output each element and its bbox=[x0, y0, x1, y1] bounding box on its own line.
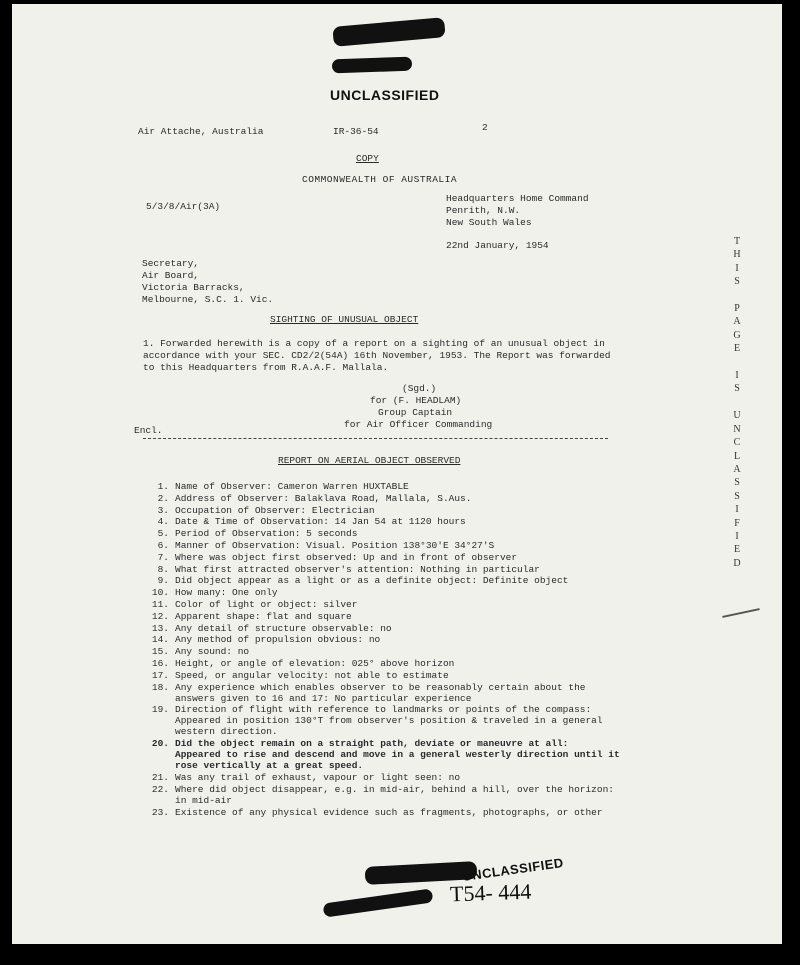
item-number: 13. bbox=[151, 622, 169, 634]
item-text: Height, or angle of elevation: 025° above horizon bbox=[175, 658, 455, 669]
report-item bbox=[143, 528, 357, 539]
margin-letter bbox=[730, 356, 744, 369]
item-number: 10. bbox=[151, 587, 169, 599]
report-item bbox=[143, 658, 454, 669]
item-text: Speed, or angular velocity: not able to estimate bbox=[175, 669, 449, 681]
item-text: Address of Observer: Balaklava Road, Mallala, S.Aus. bbox=[175, 492, 472, 504]
item-text: How many: One only bbox=[175, 587, 278, 599]
item-text: Did the object remain on a straight path, deviate or maneuvre at all: bbox=[175, 738, 569, 750]
report-item bbox=[143, 623, 392, 634]
report-item bbox=[143, 738, 620, 771]
margin-letter: E bbox=[733, 544, 741, 556]
item-number: 22. bbox=[151, 783, 169, 795]
item-number: 14. bbox=[151, 634, 169, 646]
item-number: 8. bbox=[157, 563, 169, 575]
item-text: Name of Observer: Cameron Warren HUXTABLE bbox=[175, 481, 409, 492]
report-item bbox=[143, 704, 603, 737]
origin-heading: COMMONWEALTH OF AUSTRALIA bbox=[302, 174, 458, 185]
page-number: 2 bbox=[482, 122, 488, 133]
report-item bbox=[143, 540, 494, 551]
item-text: Direction of flight with reference to landmarks or points of the compass: bbox=[175, 704, 592, 716]
item-number: 9. bbox=[157, 575, 169, 587]
address-line-1: Headquarters Home Command bbox=[446, 193, 589, 204]
margin-letter: A bbox=[733, 316, 741, 328]
item-text: Where did object disappear, e.g. in mid-air, behind a hill, over the horizon: bbox=[175, 783, 614, 795]
item-number: 23. bbox=[151, 806, 169, 818]
item-text: Apparent shape: flat and square bbox=[175, 610, 352, 622]
report-item bbox=[143, 611, 352, 622]
report-item bbox=[143, 575, 568, 586]
margin-letter: S bbox=[734, 490, 740, 502]
report-item bbox=[143, 481, 409, 492]
report-item bbox=[143, 493, 471, 504]
address-line-2: Penrith, N.W. bbox=[446, 205, 521, 216]
item-text: Color of light or object: silver bbox=[175, 599, 358, 610]
margin-letter: S bbox=[734, 477, 740, 489]
margin-letter: S bbox=[734, 276, 740, 288]
margin-letter: I bbox=[735, 370, 739, 382]
margin-letter: A bbox=[733, 463, 741, 475]
report-item bbox=[143, 516, 466, 527]
subject-heading: SIGHTING OF UNUSUAL OBJECT bbox=[270, 314, 419, 325]
item-text: Any sound: no bbox=[175, 646, 250, 658]
margin-letter: P bbox=[734, 303, 740, 315]
item-continuation: Appeared in position 130°T from observer's position & traveled in a general bbox=[175, 715, 603, 727]
address-line-3: New South Wales bbox=[446, 217, 532, 228]
item-continuation: in mid-air bbox=[175, 794, 233, 806]
item-text: Date & Time of Observation: 14 Jan 54 at 1120 hours bbox=[175, 516, 466, 528]
recipient-line-3: Victoria Barracks, bbox=[142, 282, 245, 293]
item-number: 15. bbox=[151, 646, 169, 658]
enclosure-label: Encl. bbox=[134, 425, 163, 436]
item-number: 16. bbox=[151, 658, 169, 669]
margin-letter: N bbox=[733, 423, 741, 435]
report-item bbox=[143, 772, 460, 783]
margin-letter bbox=[730, 289, 744, 302]
margin-letter: G bbox=[733, 329, 741, 341]
letter-date: 22nd January, 1954 bbox=[446, 240, 549, 251]
handwritten-document-number: T54- 444 bbox=[449, 878, 532, 907]
item-text: Where was object first observed: Up and in front of observer bbox=[175, 551, 518, 563]
report-item bbox=[143, 505, 375, 516]
item-number: 4. bbox=[157, 516, 169, 528]
item-number: 20. bbox=[151, 738, 169, 750]
item-number: 18. bbox=[151, 681, 169, 693]
recipient-line-1: Secretary, bbox=[142, 258, 200, 269]
report-item bbox=[143, 564, 540, 575]
signature-rank: Group Captain bbox=[378, 407, 453, 418]
file-reference: 5/3/8/Air(3A) bbox=[146, 201, 221, 212]
margin-letter: H bbox=[733, 249, 741, 261]
item-text: What first attracted observer's attention: Nothing in particular bbox=[175, 563, 540, 575]
classification-stamp-top: UNCLASSIFIED bbox=[330, 87, 440, 103]
report-item bbox=[143, 807, 603, 818]
margin-letter: I bbox=[735, 530, 739, 542]
item-number: 7. bbox=[157, 551, 169, 563]
item-number: 1. bbox=[157, 481, 169, 492]
item-continuation: rose vertically at a great speed. bbox=[175, 760, 364, 772]
item-number: 19. bbox=[151, 704, 169, 716]
margin-letter: I bbox=[735, 504, 739, 516]
item-text: Any method of propulsion obvious: no bbox=[175, 634, 381, 646]
margin-letter: D bbox=[733, 557, 741, 569]
signature-sgd: (Sgd.) bbox=[402, 383, 437, 394]
body-line-2: accordance with your SEC. CD2/2(54A) 16th November, 1953. The Report was forwarded bbox=[143, 350, 611, 361]
item-number: 12. bbox=[151, 610, 169, 622]
report-item bbox=[143, 646, 249, 657]
margin-letter: U bbox=[733, 410, 741, 422]
report-item bbox=[143, 552, 517, 563]
report-title: REPORT ON AERIAL OBJECT OBSERVED bbox=[278, 455, 461, 466]
item-continuation: answers given to 16 and 17: No particular experience bbox=[175, 692, 472, 704]
item-text: Occupation of Observer: Electrician bbox=[175, 504, 375, 516]
margin-letter: S bbox=[734, 383, 740, 395]
item-number: 2. bbox=[157, 492, 169, 504]
item-text: Did object appear as a light or as a definite object: Definite object bbox=[175, 575, 569, 587]
copy-label: COPY bbox=[356, 153, 379, 164]
item-number: 5. bbox=[157, 528, 169, 540]
recipient-line-2: Air Board, bbox=[142, 270, 200, 281]
item-number: 21. bbox=[151, 772, 169, 783]
item-number: 6. bbox=[157, 540, 169, 551]
item-number: 3. bbox=[157, 504, 169, 516]
margin-letter: C bbox=[733, 437, 741, 449]
margin-letter: L bbox=[733, 450, 741, 462]
redaction-bar-top-2 bbox=[332, 57, 412, 74]
body-line-1: 1. Forwarded herewith is a copy of a report on a sighting of an unusual object in bbox=[143, 338, 605, 349]
classification-stamp-bottom: UNCLASSIFIED bbox=[461, 854, 565, 885]
report-item bbox=[143, 634, 380, 645]
margin-letter: E bbox=[733, 343, 741, 355]
item-text: Any detail of structure observable: no bbox=[175, 622, 392, 634]
item-text: Existence of any physical evidence such as fragments, photographs, or other bbox=[175, 806, 603, 818]
from-line: Air Attache, Australia bbox=[138, 126, 264, 137]
section-divider bbox=[143, 438, 608, 439]
recipient-line-4: Melbourne, S.C. 1. Vic. bbox=[142, 294, 274, 305]
item-continuation: Appeared to rise and descend and move in a general westerly direction until it bbox=[175, 749, 620, 761]
item-number: 17. bbox=[151, 669, 169, 681]
signature-role: for Air Officer Commanding bbox=[344, 419, 493, 430]
item-text: Period of Observation: 5 seconds bbox=[175, 528, 358, 540]
item-text: Was any trail of exhaust, vapour or light seen: no bbox=[175, 772, 461, 783]
signature-name: for (F. HEADLAM) bbox=[370, 395, 462, 406]
margin-unclassified-note bbox=[730, 235, 744, 570]
margin-letter: I bbox=[735, 262, 739, 274]
item-continuation: western direction. bbox=[175, 726, 278, 738]
report-number: IR-36-54 bbox=[333, 126, 379, 137]
report-item bbox=[143, 682, 585, 704]
item-number: 11. bbox=[151, 599, 169, 610]
report-item bbox=[143, 784, 614, 806]
report-item bbox=[143, 599, 357, 610]
margin-letter: T bbox=[733, 236, 741, 247]
margin-letter bbox=[730, 396, 744, 409]
item-text: Any experience which enables observer to be reasonably certain about the bbox=[175, 681, 586, 693]
report-item bbox=[143, 670, 449, 681]
margin-letter: F bbox=[734, 517, 740, 529]
report-item bbox=[143, 587, 278, 598]
item-text: Manner of Observation: Visual. Position 138°30'E 34°27'S bbox=[175, 540, 495, 551]
body-line-3: to this Headquarters from R.A.A.F. Mallala. bbox=[143, 362, 389, 373]
